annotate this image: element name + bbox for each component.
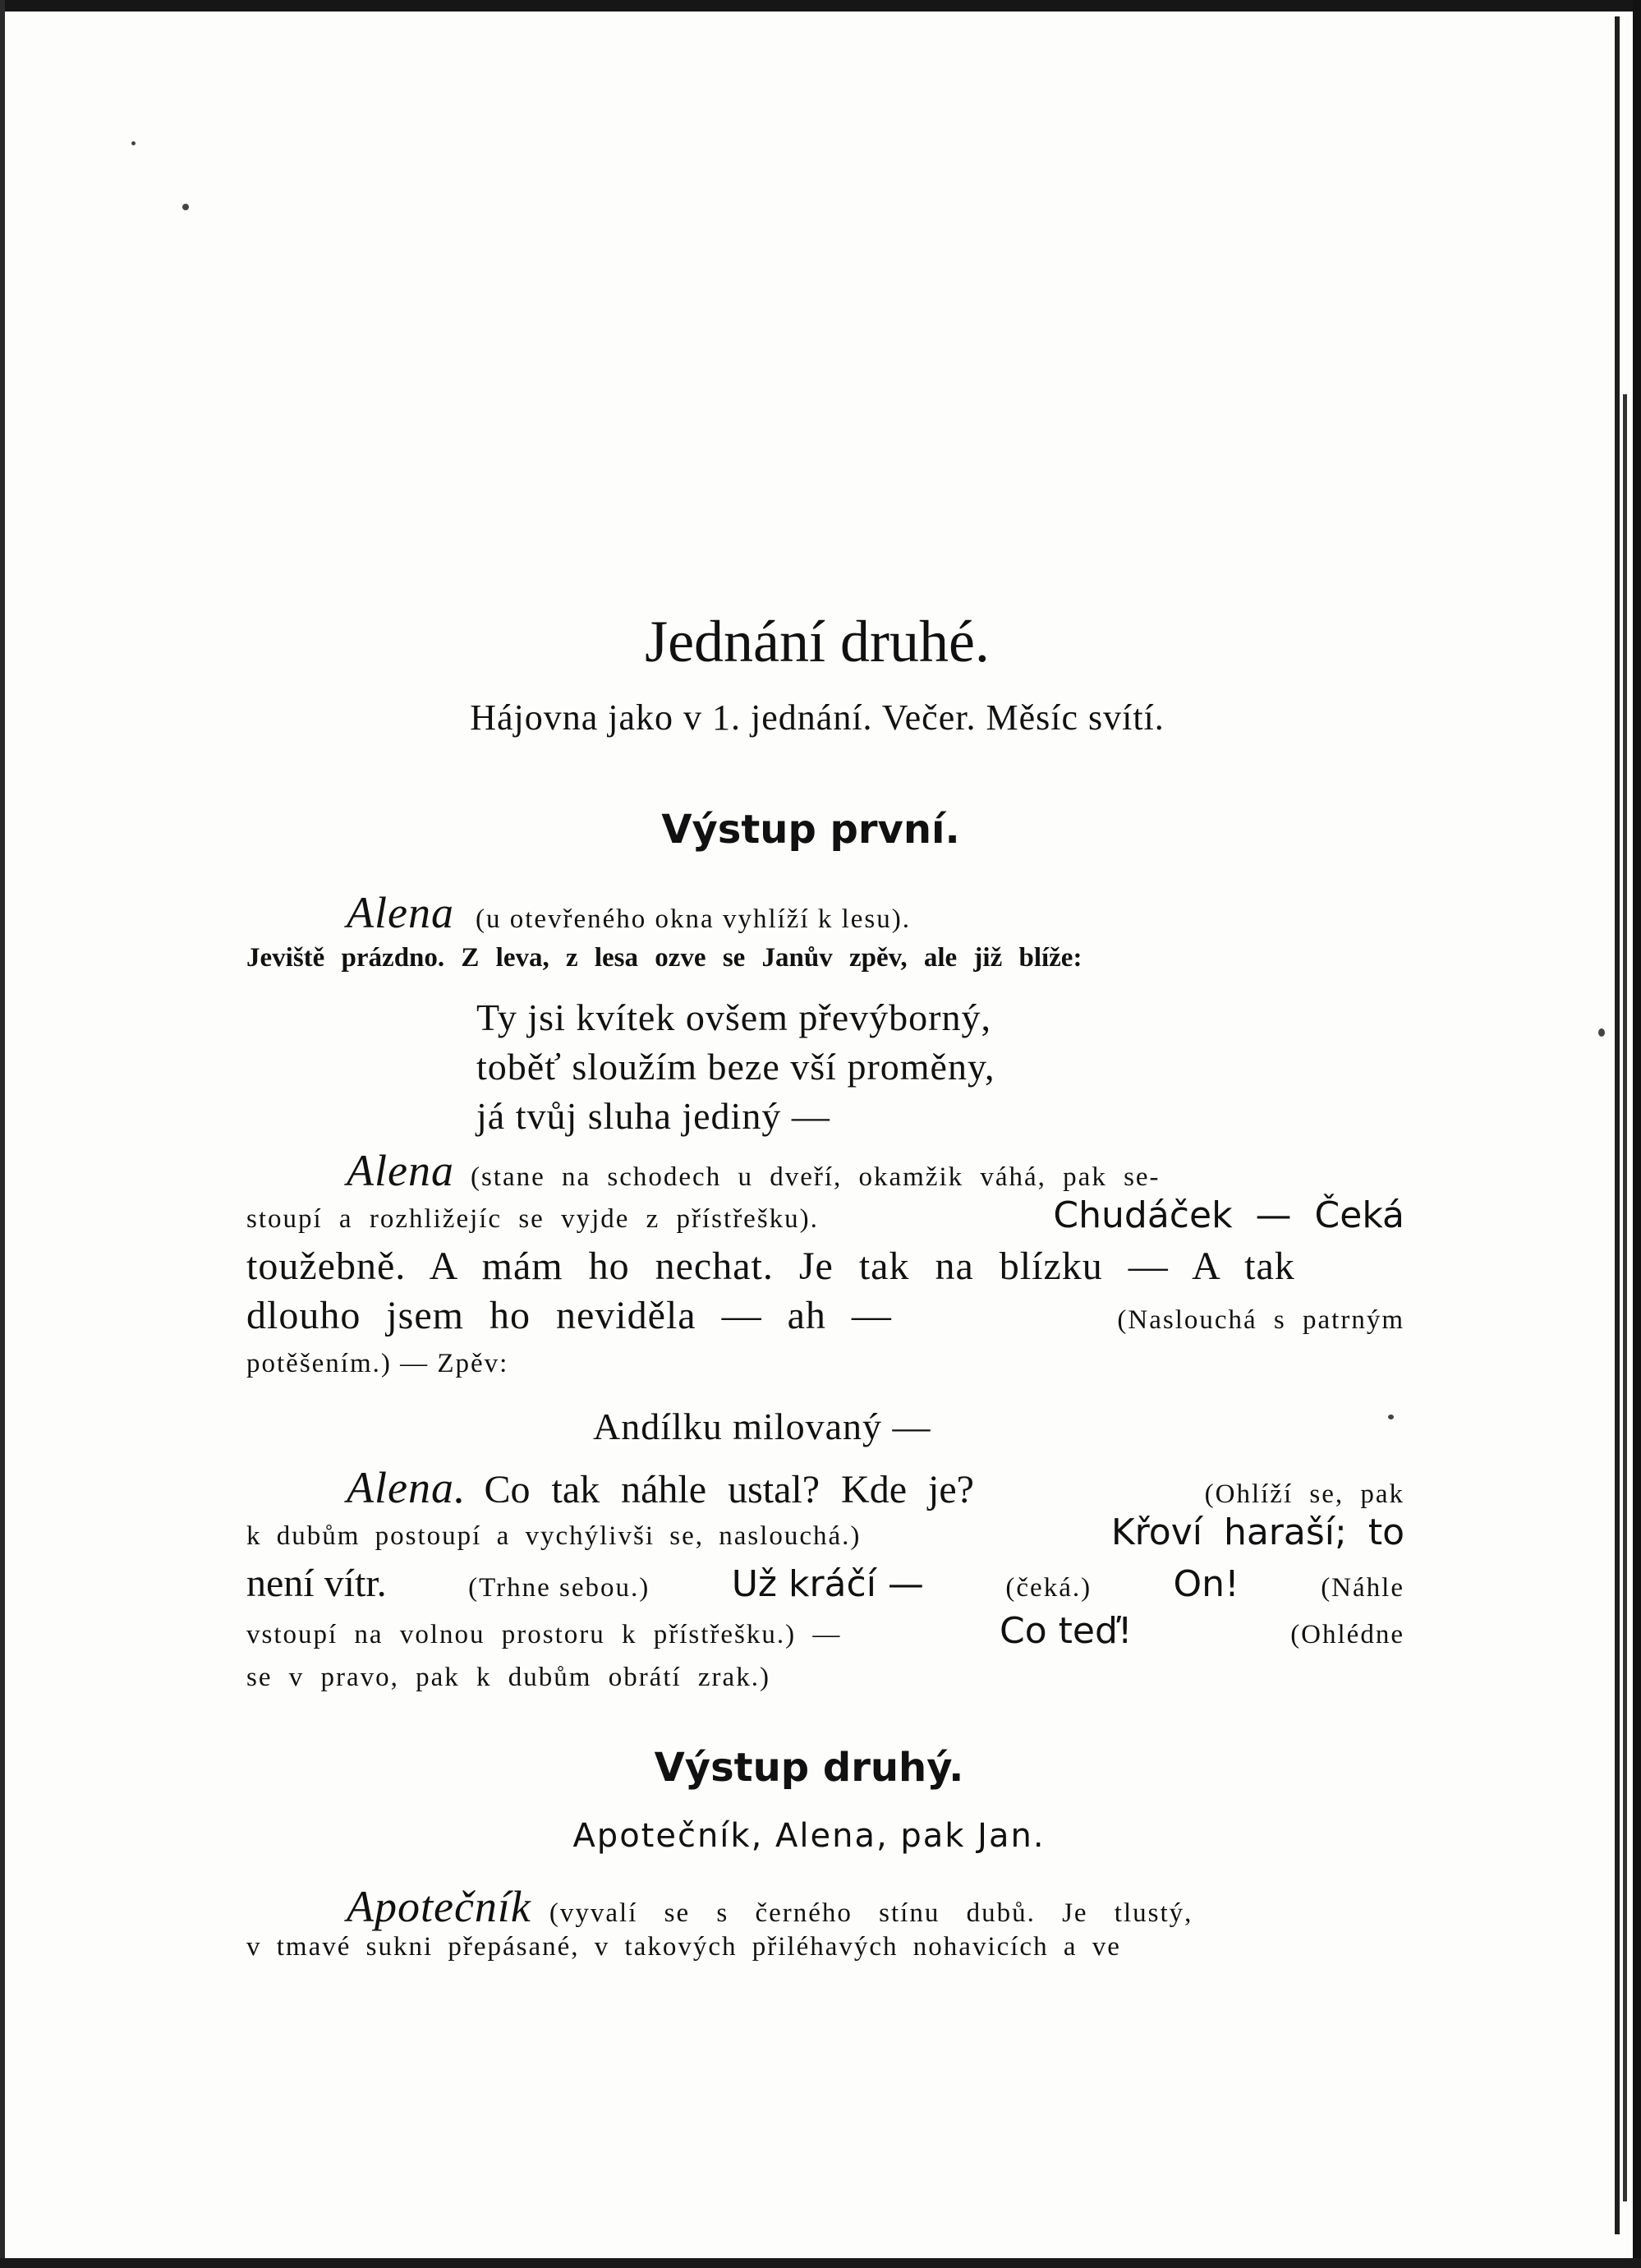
act-title: Jednání druhé.	[645, 609, 990, 674]
speech-line	[246, 1610, 1404, 1652]
speech-line	[246, 1561, 1404, 1606]
page-binding-edge-inner	[1623, 394, 1627, 2201]
book-page	[246, 0, 1404, 2268]
speech-text: On!	[1173, 1563, 1239, 1605]
stage-direction: (stane na schodech u dveří, okamžik váhá, pak se-	[470, 1162, 1161, 1192]
paper-speck	[131, 141, 136, 145]
character-name: Apotečník	[347, 1882, 531, 1931]
scene-title-2: Výstup druhý.	[654, 1745, 964, 1791]
speech-text: Chudáček — Čeká	[1053, 1194, 1404, 1236]
scan-border-left	[0, 0, 5, 2268]
speech-text: Co teď!	[1000, 1610, 1133, 1652]
stage-direction: Jeviště prázdno. Z leva, z lesa ozve se Janův zpěv, ale již blíže:	[246, 943, 1083, 973]
character-name: Alena	[347, 888, 454, 937]
speech-line	[246, 1293, 1404, 1338]
speech-line	[246, 1462, 1404, 1513]
stage-direction: (Náhle	[1321, 1573, 1404, 1603]
stage-direction: (čeká.)	[1005, 1573, 1092, 1603]
speech-text: dlouho jsem ho neviděla — ah —	[246, 1294, 892, 1337]
speech-group	[347, 1462, 974, 1513]
paper-speck	[182, 204, 189, 210]
speech-text: Co tak náhle ustal? Kde je?	[484, 1468, 974, 1511]
speech-line	[246, 1511, 1404, 1553]
stage-direction: (u otevřeného okna vyhlíží k lesu).	[475, 904, 912, 934]
stage-direction: (Naslouchá s patrným	[1117, 1305, 1404, 1335]
speech-line: se v pravo, pak k dubům obrátí zrak.)	[246, 1663, 770, 1692]
stage-direction: (Trhne sebou.)	[468, 1573, 650, 1603]
stage-direction: k dubům postoupí a vychýlivši se, naslouchá.)	[246, 1521, 862, 1551]
scene-persons: Apotečník, Alena, pak Jan.	[572, 1817, 1046, 1855]
speech-text: Už kráčí —	[731, 1563, 924, 1605]
stage-direction: (Ohlédne	[1290, 1620, 1404, 1649]
stage-direction: (Ohlíží se, pak	[1204, 1479, 1404, 1509]
speech-line: v tmavé sukni přepásané, v takových přiléhavých nohavicích a ve	[246, 1932, 1121, 1962]
stage-direction: stoupí a rozhližejíc se vyjde z přístřešku).	[246, 1204, 819, 1234]
stage-direction-alena	[347, 887, 1332, 938]
speech-line	[246, 1881, 1404, 1932]
stage-direction: (vyvalí se s černého stínu dubů. Je tlustý,	[549, 1898, 1193, 1928]
stage-direction: vstoupí na volnou prostoru k přístřešku.) —	[246, 1620, 842, 1649]
speech-line	[246, 1145, 1404, 1196]
verse-line: Andílku milovaný —	[593, 1405, 931, 1447]
character-name: Alena	[347, 1146, 454, 1195]
setting-line: Hájovna jako v 1. jednání. Večer. Měsíc svítí.	[470, 697, 1165, 738]
page-binding-edge	[1615, 16, 1620, 2234]
speech-text: není vítr.	[246, 1562, 387, 1605]
verse-line: toběť sloužím beze vší proměny,	[476, 1046, 995, 1088]
speech-text: toužebně. A mám ho nechat. Je tak na blízku — A tak	[246, 1244, 1295, 1288]
stage-direction-line	[246, 943, 1404, 973]
scan-border-right	[1633, 0, 1641, 2268]
verse-line: já tvůj sluha jediný —	[476, 1095, 830, 1137]
speech-line: potěšením.) — Zpěv:	[246, 1349, 509, 1378]
verse-line: Ty jsi kvítek ovšem převýborný,	[476, 996, 991, 1038]
paper-speck	[1598, 1028, 1605, 1037]
character-name: Alena.	[347, 1463, 467, 1512]
speech-line	[246, 1244, 1404, 1289]
scene-title-1: Výstup první.	[661, 807, 960, 853]
speech-line	[246, 1194, 1404, 1236]
speech-text: Křoví haraší; to	[1110, 1511, 1404, 1553]
